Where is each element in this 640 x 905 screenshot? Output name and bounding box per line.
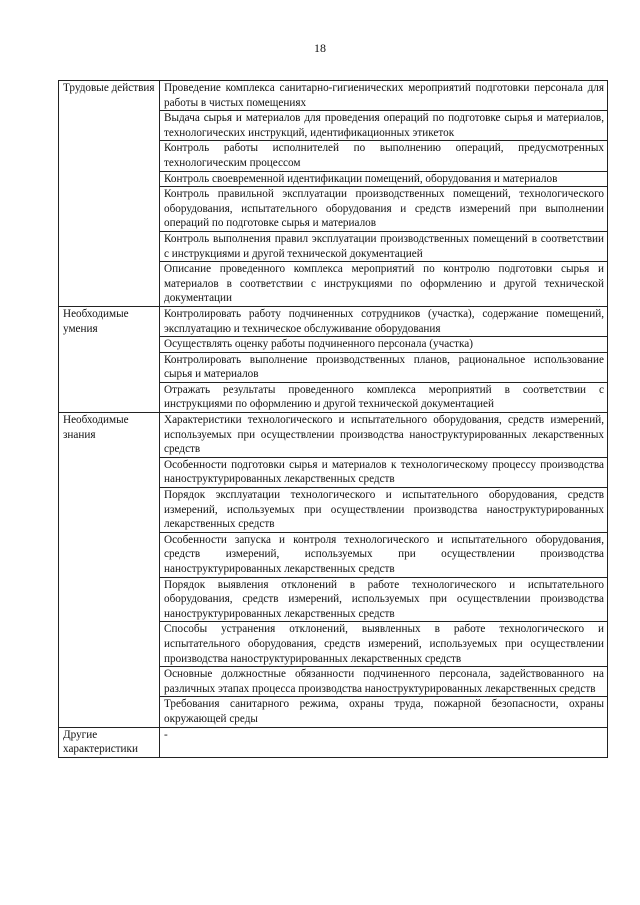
section-item: Проведение комплекса санитарно-гигиенических мероприятий подготовки персонала для работы в чистых помещениях bbox=[160, 81, 608, 111]
section-item: Способы устранения отклонений, выявленных в работе технологического и испытательного оборудования, средств измерений, используемых при осуществлении производства наноструктурированных лекарственных средств bbox=[160, 622, 608, 667]
section-item: Выдача сырья и материалов для проведения операций по подготовке сырья и материалов, технологических инструкций, идентификационных этикеток bbox=[160, 111, 608, 141]
section-item: Контроль работы исполнителей по выполнению операций, предусмотренных технологическим процессом bbox=[160, 141, 608, 171]
table-row bbox=[59, 81, 608, 111]
competency-table bbox=[58, 80, 608, 758]
table-row bbox=[59, 727, 608, 757]
section-item: Контроль правильной эксплуатации производственных помещений, технологического оборудования, испытательного оборудования и средств измерений при выполнении операций по подготовке сырья и материалов bbox=[160, 187, 608, 232]
section-item: Характеристики технологического и испытательного оборудования, средств измерений, используемых при осуществлении производства наноструктурированных лекарственных средств bbox=[160, 413, 608, 458]
section-item: Порядок выявления отклонений в работе технологического и испытательного оборудования, средств измерений, используемых при осуществлении производства наноструктурированных лекарственных средств bbox=[160, 577, 608, 622]
section-item: Описание проведенного комплекса мероприятий по контролю подготовки сырья и материалов в соответствии с инструкциями по оформлению и другой технической документации bbox=[160, 262, 608, 307]
section-item: Контроль своевременной идентификации помещений, оборудования и материалов bbox=[160, 171, 608, 187]
table-row bbox=[59, 413, 608, 458]
section-item: Контроль выполнения правил эксплуатации производственных помещений в соответствии с инструкциями и другой технической документацией bbox=[160, 231, 608, 261]
competency-table-body bbox=[59, 81, 608, 758]
section-item: Осуществлять оценку работы подчиненного персонала (участка) bbox=[160, 337, 608, 353]
section-item: Основные должностные обязанности подчиненного персонала, задействованного на различных этапах процесса производства наноструктурированных лекарственных средств bbox=[160, 667, 608, 697]
section-label: Необходимые умения bbox=[59, 306, 160, 412]
section-item: Порядок эксплуатации технологического и испытательного оборудования, средств измерений, используемых при осуществлении производства наноструктурированных лекарственных средств bbox=[160, 488, 608, 533]
section-label: Другие характеристики bbox=[59, 727, 160, 757]
section-item: - bbox=[160, 727, 608, 757]
section-item: Контролировать выполнение производственных планов, рациональное использование сырья и материалов bbox=[160, 352, 608, 382]
section-label: Необходимые знания bbox=[59, 413, 160, 727]
section-item: Особенности запуска и контроля технологического и испытательного оборудования, средств измерений, используемых при осуществлении производства наноструктурированных лекарственных средств bbox=[160, 532, 608, 577]
section-item: Особенности подготовки сырья и материалов к технологическому процессу производства наноструктурированных лекарственных средств bbox=[160, 457, 608, 487]
section-item: Отражать результаты проведенного комплекса мероприятий в соответствии с инструкциями по оформлению и другой технической документацией bbox=[160, 382, 608, 412]
section-item: Требования санитарного режима, охраны труда, пожарной безопасности, охраны окружающей среды bbox=[160, 697, 608, 727]
table-row bbox=[59, 306, 608, 336]
section-item: Контролировать работу подчиненных сотрудников (участка), содержание помещений, эксплуатацию и техническое обслуживание оборудования bbox=[160, 306, 608, 336]
page-number: 18 bbox=[314, 41, 326, 55]
section-label: Трудовые действия bbox=[59, 81, 160, 307]
